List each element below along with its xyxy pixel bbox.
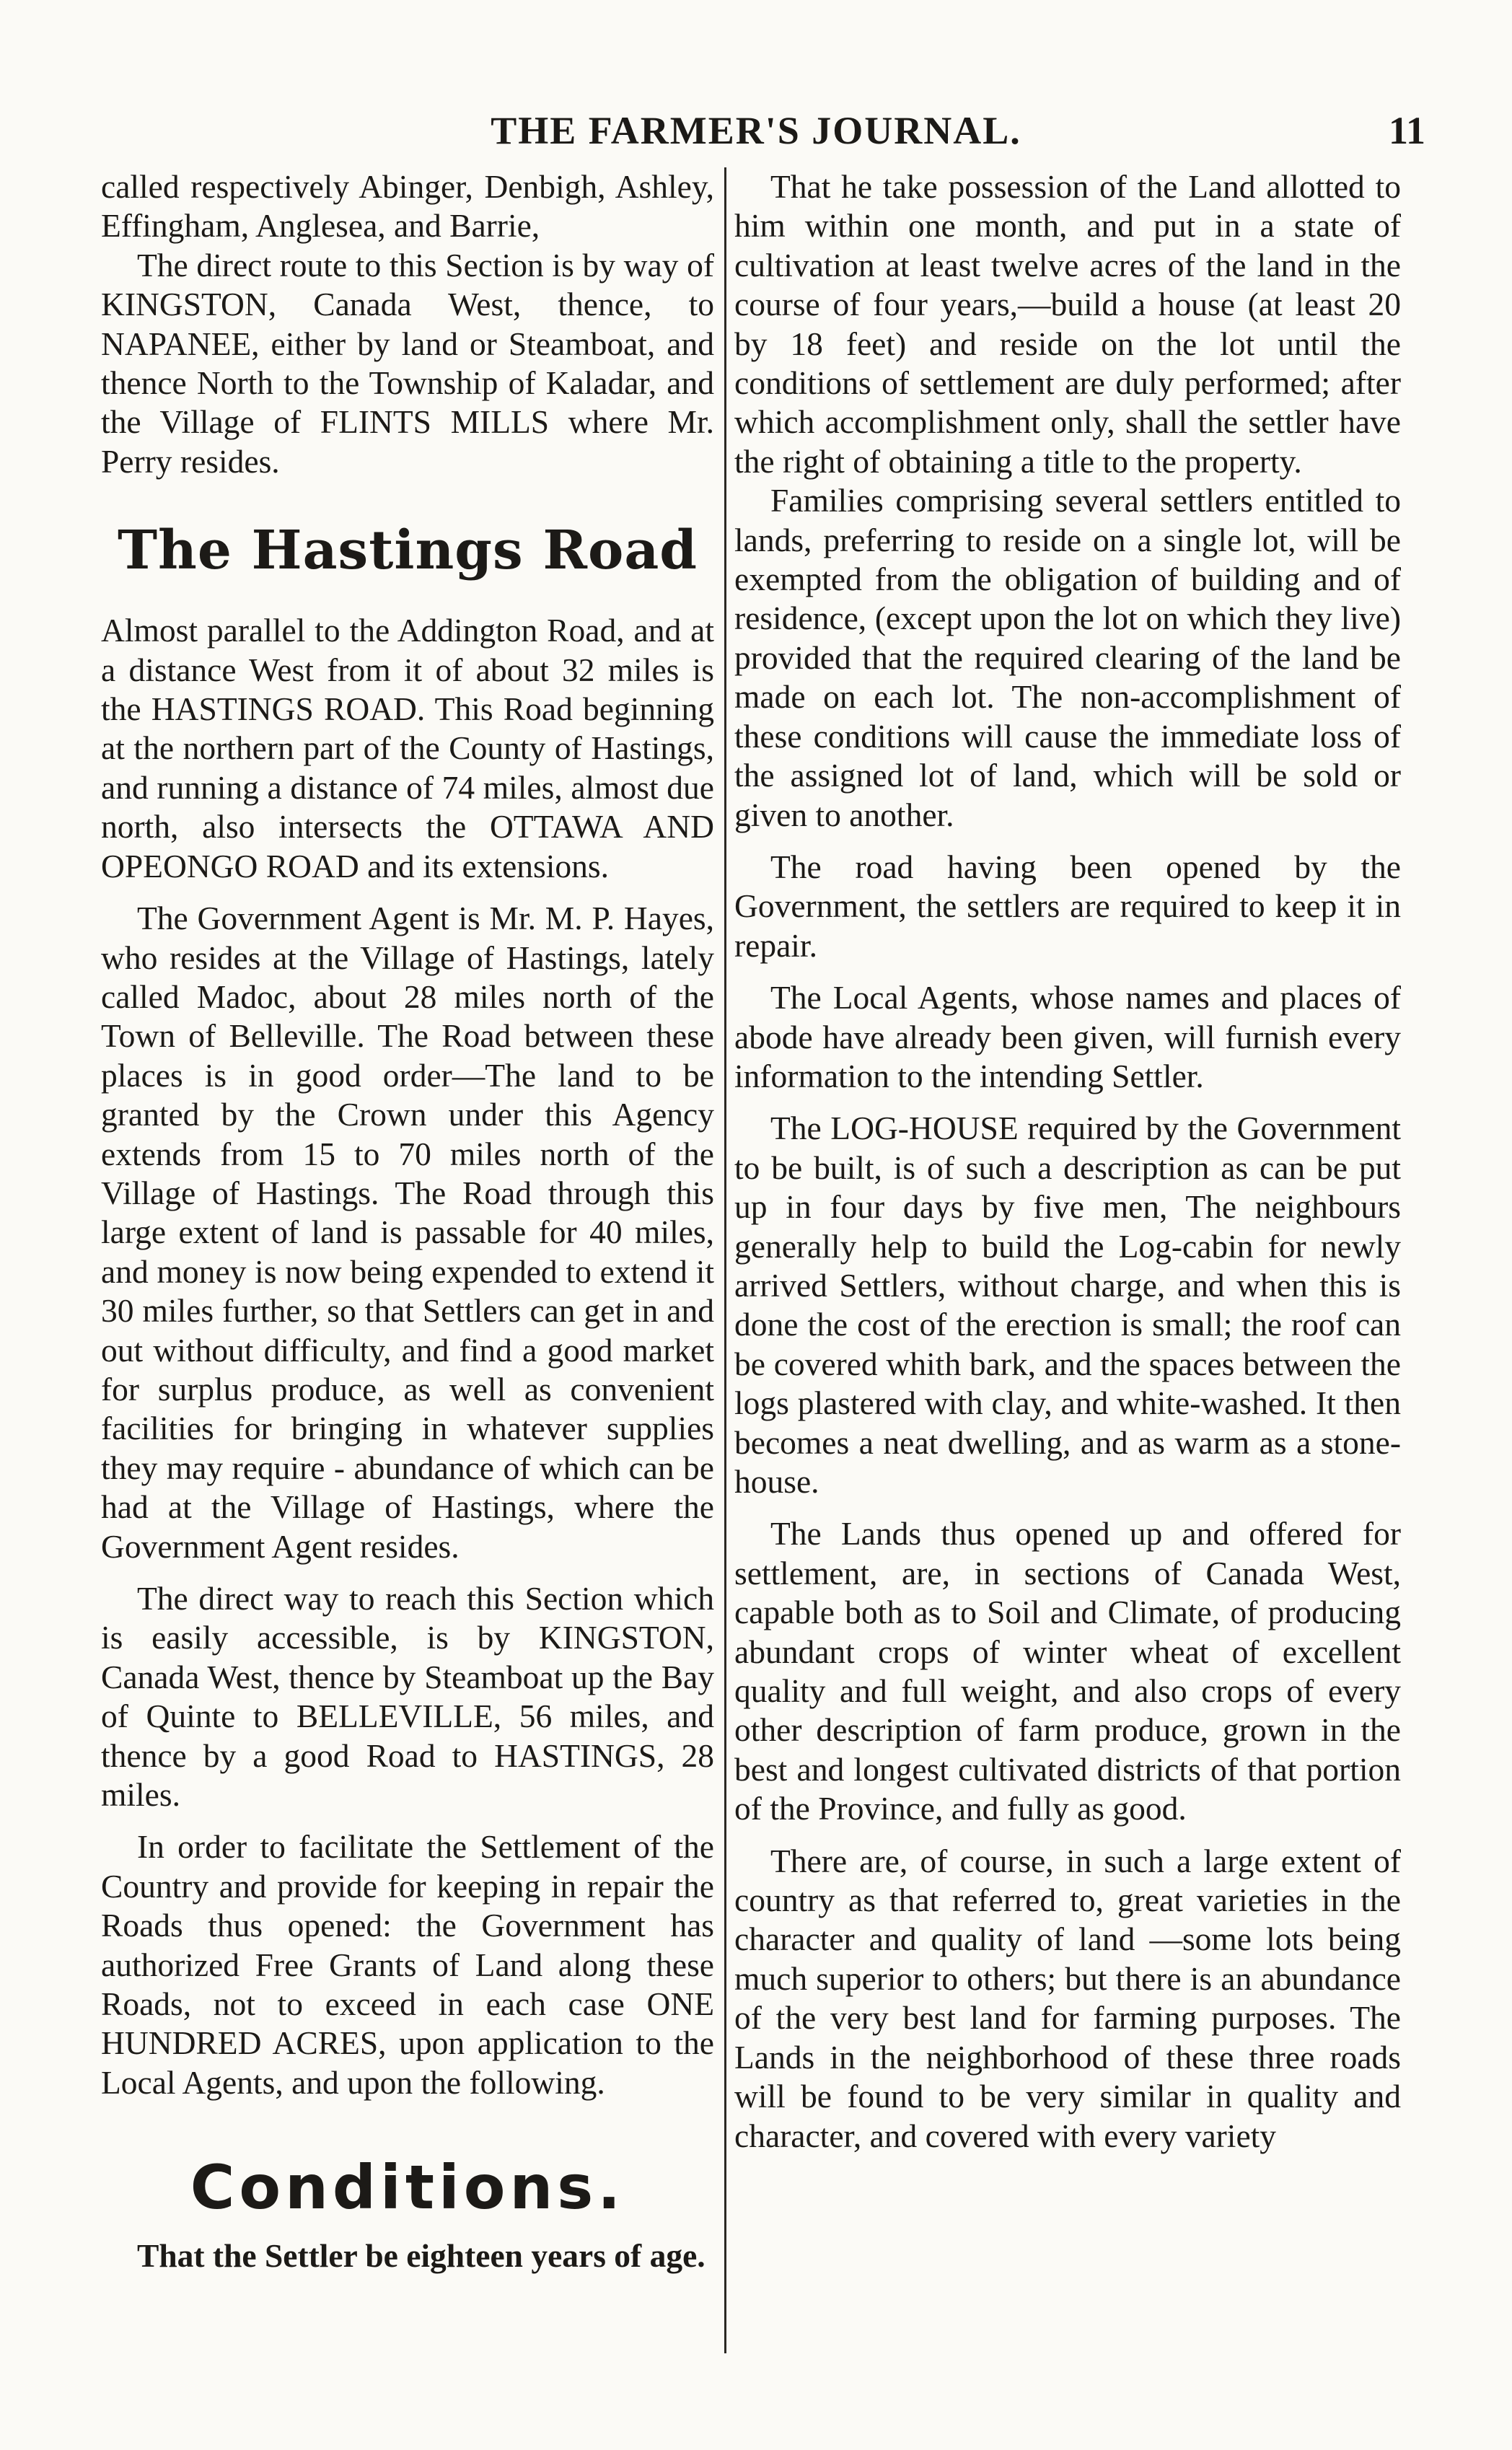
paragraph: The Local Agents, whose names and places of abode have already been given, will furnish every information to the intending Settler. [734,979,1401,1094]
paragraph: called respectively Abinger, Denbigh, Ashley, Effingham, Anglesea, and Barrie, [101,168,714,245]
section-heading-hastings-road: The Hastings Road [117,519,698,582]
page-header [0,108,1512,159]
column-divider [724,167,726,2353]
paragraph: The Lands thus opened up and offered for settlement, are, in sections of Canada West, capable both as to Soil and Climate, of producing abundant crops of winter wheat of excellent quality and full weight, and also crops of every other description of farm produce, grown in the best and longest cultivated districts of that portion of the Province, and fully as good. [734,1515,1401,1827]
paragraph: The Government Agent is Mr. M. P. Hayes, who resides at the Village of Hastings, lately called Madoc, about 28 miles north of the Town of Belleville. The Road between these places is in good order—The land to be granted by the Crown under this Agency extends from 15 to 70 miles north of the Village of Hastings. The Road through this large extent of land is passable for 40 miles, and money is now being expended to extend it 30 miles further, so that Settlers can get in and out without difficulty, and find a good market for surplus produce, as well as convenient facilities for bringing in whatever supplies they may require - abundance of which can be had at the Village of Hastings, where the Government Agent resides. [101,900,714,1565]
paragraph: That he take possession of the Land allotted to him within one month, and put in a state of cultivation at least twelve acres of the land in the course of four years,—build a house (at least 20 by 18 feet) and reside on the lot until the conditions of settlement are duly performed; after which accomplishment only, shall the settler have the right of obtaining a title to the property. [734,168,1401,480]
paragraph: The direct way to reach this Section which is easily accessible, is by KINGSTON, Canada West, thence by Steamboat up the Bay of Quinte to BELLEVILLE, 56 miles, and thence by a good Road to HASTINGS, 28 miles. [101,1580,714,1814]
paragraph: In order to facilitate the Settlement of the Country and provide for keeping in repair the Roads thus opened: the Government has authorized Free Grants of Land along these Roads, not to exceed in each case ONE HUNDRED ACRES, upon application to the Local Agents, and upon the following. [101,1828,714,2101]
paragraph: There are, of course, in such a large extent of country as that referred to, great varieties in the character and quality of land —some lots being much superior to others; but there is an abundance of the very best land for farming purposes. The Lands in the neighborhood of these three roads will be found to be very similar in quality and character, and covered with every variety [734,1842,1401,2154]
paragraph: That the Settler be eighteen years of age. [137,2237,706,2275]
paragraph: The direct route to this Section is by way of KINGSTON, Canada West, thence, to NAPANEE, either by land or Steamboat, and thence North to the Township of Kaladar, and the Village of FLINTS MILLS where Mr. Perry resides. [101,246,714,480]
section-heading-conditions: Conditions. [190,2152,625,2223]
paragraph: Almost parallel to the Addington Road, and at a distance West from it of about 32 miles is the HASTINGS ROAD. This Road beginning at the northern part of the County of Hastings, and running a distance of 74 miles, almost due north, also intersects the OTTAWA AND OPEONGO ROAD and its extensions. [101,612,714,884]
journal-title: THE FARMER'S JOURNAL. [491,109,1021,152]
paragraph: The LOG-HOUSE required by the Government to be built, is of such a description as can be put up in four days by five men, The neighbours generally help to build the Log-cabin for newly arrived Settlers, without charge, and when this is done the cost of the erection is small; the roof can be covered whith bark, and the spaces between the logs plastered with clay, and white-washed. It then becomes a neat dwelling, and as warm as a stone-house. [734,1110,1401,1500]
left-column [101,167,714,2353]
paragraph: The road having been opened by the Government, the settlers are required to keep it in repair. [734,848,1401,964]
paragraph: Families comprising several settlers entitled to lands, preferring to reside on a single lot, will be exempted from the obligation of building and of residence, (except upon the lot on which they live) provided that the required clearing of the land be made on each lot. The non-accomplishment of these conditions will cause the immediate loss of the assigned lot of land, which will be sold or given to another. [734,482,1401,833]
page-number: 11 [1388,109,1425,152]
right-column [734,167,1401,2353]
